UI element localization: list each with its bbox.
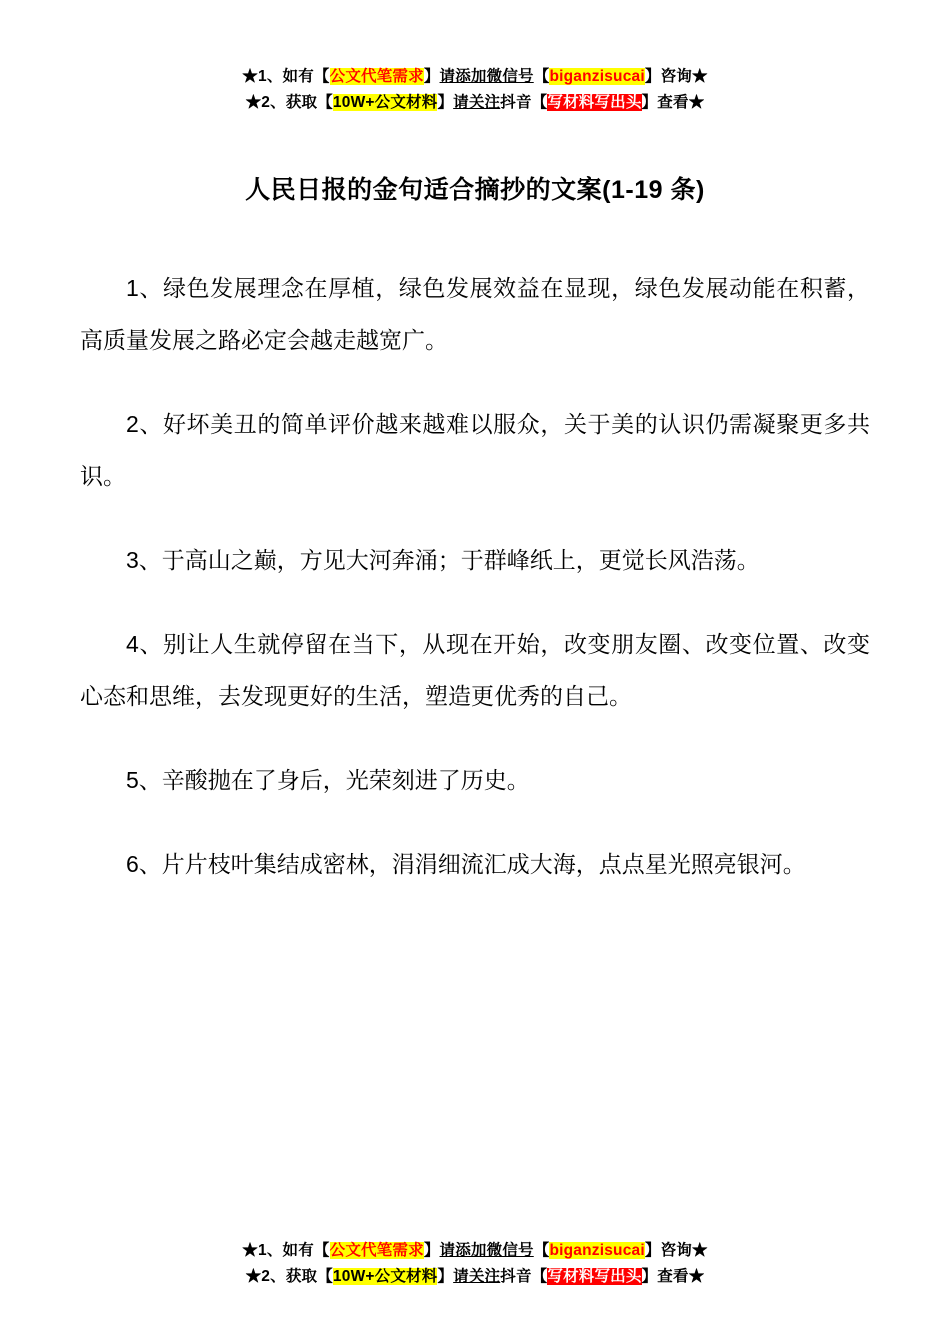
document-body <box>80 262 870 890</box>
promo-douyin-account-bottom: 写材料写出头 <box>547 1268 642 1285</box>
promo-line1-bracket-open-bottom: 【 <box>313 1242 330 1259</box>
promo-line-1 <box>80 64 870 90</box>
star-left-icon-bottom: ★ <box>242 1242 258 1259</box>
star-right-icon-2: ★ <box>688 94 705 111</box>
promo-tag-ghostwriting: 公文代笔需求 <box>329 68 424 85</box>
promo-line1-mid-bottom: 请添加微信号 <box>439 1242 534 1259</box>
paragraph-6: 6、片片枝叶集结成密林，涓涓细流汇成大海，点点星光照亮银河。 <box>126 851 806 877</box>
promo-line1-bracket-close2-bottom: 】 <box>644 1242 661 1259</box>
promo-line2-bracket-open: 【 <box>317 94 333 111</box>
paragraph-5: 5、辛酸抛在了身后，光荣刻进了历史。 <box>126 767 530 793</box>
promo-line1-prefix: 1、如有 <box>258 68 314 85</box>
promo-line2-bracket-close2-bottom: 】 <box>641 1268 658 1285</box>
paragraph-3: 3、于高山之巅，方见大河奔涌；于群峰纸上，更觉长风浩荡。 <box>126 547 760 573</box>
promo-banner-top <box>80 0 870 116</box>
promo-line1-suffix-bottom: 咨询 <box>660 1242 692 1259</box>
star-left-icon-2-bottom: ★ <box>245 1268 262 1285</box>
promo-line2-suffix-bottom: 查看 <box>657 1268 689 1285</box>
promo-line1-bracket-close-bottom: 】 <box>423 1242 440 1259</box>
promo-line2-follow: 请关注 <box>453 94 501 111</box>
promo-line-1-bottom <box>0 1238 950 1264</box>
promo-line2-suffix: 查看 <box>657 94 689 111</box>
star-right-icon-2-bottom: ★ <box>688 1268 705 1285</box>
promo-wechat-id-bottom: biganzisucai <box>549 1242 645 1259</box>
promo-tag-materials-bottom: 10W+公文材料 <box>332 1268 438 1285</box>
paragraph-2: 2、好坏美丑的简单评价越来越难以服众，关于美的认识仍需凝聚更多共识。 <box>80 411 870 489</box>
promo-tag-ghostwriting-bottom: 公文代笔需求 <box>329 1242 424 1259</box>
promo-line2-prefix: 2、获取 <box>261 94 318 111</box>
promo-line2-mid: 抖音 <box>500 94 532 111</box>
promo-line1-mid: 请添加微信号 <box>439 68 534 85</box>
promo-line1-bracket-open: 【 <box>313 68 330 85</box>
promo-tag-materials: 10W+公文材料 <box>332 94 438 111</box>
promo-line1-prefix-bottom: 1、如有 <box>258 1242 314 1259</box>
star-right-icon-bottom: ★ <box>691 1242 708 1259</box>
promo-line1-bracket-open2-bottom: 【 <box>533 1242 550 1259</box>
promo-line2-follow-bottom: 请关注 <box>453 1268 501 1285</box>
promo-line2-bracket-open2-bottom: 【 <box>531 1268 548 1285</box>
promo-line-2 <box>80 90 870 116</box>
star-left-icon: ★ <box>242 68 258 85</box>
promo-line2-bracket-close2: 】 <box>641 94 658 111</box>
promo-banner-bottom <box>0 1238 950 1290</box>
promo-line-2-bottom <box>0 1264 950 1290</box>
promo-line1-bracket-close2: 】 <box>644 68 661 85</box>
promo-line2-mid-bottom: 抖音 <box>500 1268 532 1285</box>
promo-line2-bracket-close: 】 <box>437 94 454 111</box>
paragraph-4: 4、别让人生就停留在当下，从现在开始，改变朋友圈、改变位置、改变心态和思维，去发现更好的生活，塑造更优秀的自己。 <box>80 631 870 709</box>
promo-line1-bracket-close: 】 <box>423 68 440 85</box>
star-right-icon: ★ <box>691 68 708 85</box>
promo-line2-prefix-bottom: 2、获取 <box>261 1268 318 1285</box>
promo-line1-suffix: 咨询 <box>660 68 692 85</box>
promo-line2-bracket-open-bottom: 【 <box>317 1268 333 1285</box>
promo-line1-bracket-open2: 【 <box>533 68 550 85</box>
promo-line2-bracket-close-bottom: 】 <box>437 1268 454 1285</box>
page-title: 人民日报的金句适合摘抄的文案(1-19 条) <box>245 176 705 204</box>
promo-wechat-id: biganzisucai <box>549 68 645 85</box>
star-left-icon-2: ★ <box>245 94 262 111</box>
promo-douyin-account: 写材料写出头 <box>547 94 642 111</box>
paragraph-1: 1、绿色发展理念在厚植，绿色发展效益在显现，绿色发展动能在积蓄，高质量发展之路必定会越走越宽广。 <box>80 275 870 353</box>
promo-line2-bracket-open2: 【 <box>531 94 548 111</box>
